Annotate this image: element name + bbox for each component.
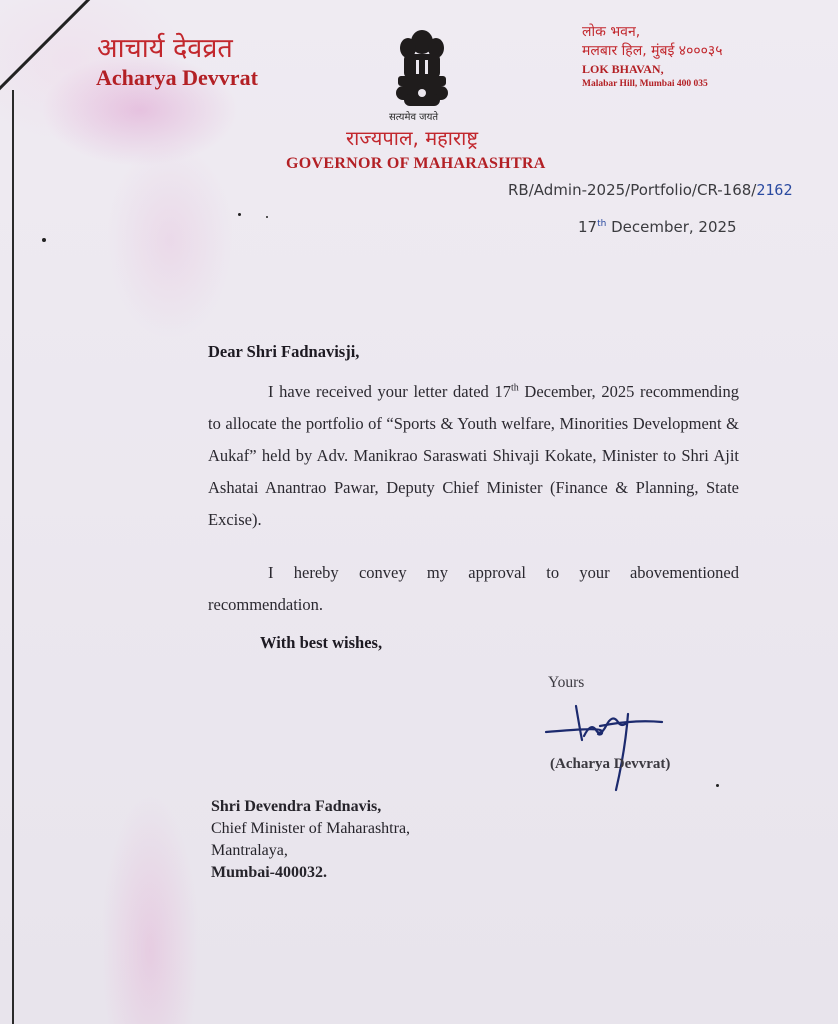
national-emblem-icon bbox=[392, 24, 452, 114]
page-edge-line bbox=[12, 90, 14, 1024]
date-suffix: th bbox=[597, 219, 607, 229]
governor-name-english: Acharya Devvrat bbox=[96, 65, 258, 90]
address-hindi-line1: लोक भवन, bbox=[582, 24, 641, 40]
recipient-name: Shri Devendra Fadnavis, bbox=[211, 798, 382, 815]
corner-fold-line bbox=[0, 0, 94, 102]
closing-yours: Yours bbox=[548, 674, 585, 691]
ink-speck bbox=[42, 238, 46, 242]
para1-text-a: I have received your letter dated 17 bbox=[268, 382, 511, 401]
date-day: 17 bbox=[578, 218, 598, 236]
reference-number bbox=[508, 181, 792, 199]
handwritten-signature bbox=[540, 700, 670, 795]
body-paragraph-2: I hereby convey my approval to your abovementioned recommendation. bbox=[208, 563, 739, 614]
office-title-hindi: राज्यपाल, महाराष्ट्र bbox=[346, 126, 479, 150]
ink-speck bbox=[238, 213, 241, 216]
governor-name-hindi: आचार्य देवव्रत bbox=[97, 33, 233, 64]
reference-handwritten-number: 2162 bbox=[756, 181, 793, 199]
closing-wishes: With best wishes, bbox=[260, 633, 383, 652]
address-english-line2: Malabar Hill, Mumbai 400 035 bbox=[582, 79, 708, 89]
emblem-motto: सत्यमेव जयते bbox=[389, 112, 439, 123]
recipient-city: Mumbai-400032. bbox=[211, 864, 327, 881]
address-english-line1: LOK BHAVAN, bbox=[582, 62, 664, 76]
recipient-designation: Chief Minister of Maharashtra, bbox=[211, 820, 411, 837]
para1-superscript: th bbox=[510, 382, 519, 394]
para1-text-b: December, 2025 recommending to allocate the portfolio of “Sports & Youth welfare, Minorities Development & Aukaf” held by Adv. Manikrao Saraswati Shivaji Kokate, Minister to Shri Ajit Ashatai Anantrao Pawar, Deputy Chief Minister (Finance & Planning, State Excise). bbox=[208, 382, 739, 529]
salutation: Dear Shri Fadnavisji, bbox=[208, 342, 360, 361]
ink-speck bbox=[266, 216, 268, 218]
date-rest: December, 2025 bbox=[611, 218, 737, 236]
ink-speck bbox=[716, 784, 719, 787]
office-title-english: GOVERNOR OF MAHARASHTRA bbox=[286, 155, 546, 172]
recipient-office: Mantralaya, bbox=[211, 842, 288, 859]
reference-prefix: RB/Admin-2025/Portfolio/CR-168/ bbox=[508, 181, 757, 199]
letter-date bbox=[578, 218, 737, 236]
body-paragraph-1 bbox=[208, 376, 739, 536]
signatory-name: (Acharya Devvrat) bbox=[550, 756, 671, 772]
address-hindi-line2: मलबार हिल, मुंबई ४०००३५ bbox=[582, 43, 723, 59]
